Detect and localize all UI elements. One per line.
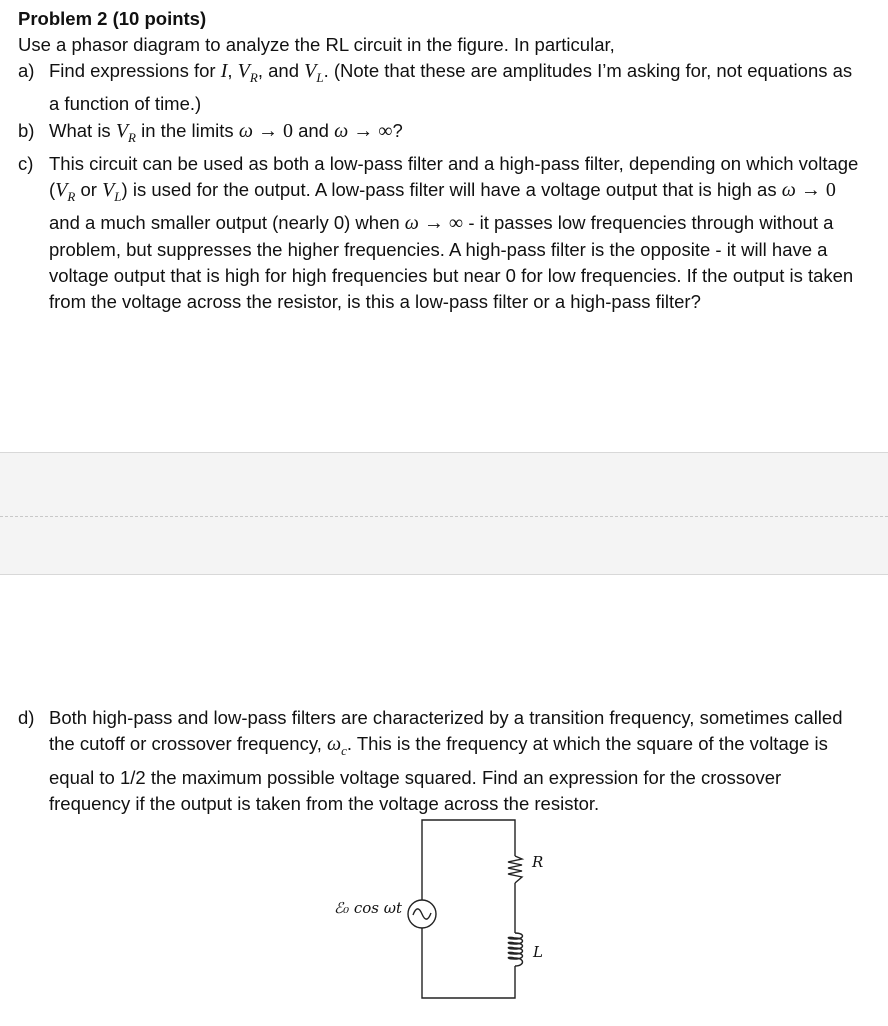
math-V: V xyxy=(102,179,115,202)
question-d-label: d) xyxy=(18,707,35,728)
circuit-wire xyxy=(422,820,515,900)
question-c-text xyxy=(49,151,863,316)
text-b-4: ? xyxy=(392,119,403,141)
text-c-4: and a much smaller output (nearly 0) when xyxy=(49,212,405,234)
math-V: V xyxy=(55,179,68,202)
problem-intro: Use a phasor diagram to analyze the RL circuit in the figure. In particular, xyxy=(18,34,615,55)
math-sub-L: L xyxy=(316,70,324,85)
math-sub-R: R xyxy=(67,189,76,205)
rl-circuit-figure xyxy=(320,812,560,1007)
math-VR xyxy=(115,119,136,145)
math-current-I: I xyxy=(220,60,228,82)
question-a-text xyxy=(49,58,863,118)
text-d-2: . This is the frequency at which the square of the voltage is equal to 1/2 the maximum possible voltage squared. Find an expression for the crossover frequency if the output is taken from the voltage across the resistor. xyxy=(49,733,828,814)
math-omega-to-inf xyxy=(405,212,463,234)
question-a xyxy=(18,58,863,118)
math-arrow-zero: → 0 xyxy=(795,179,836,202)
inductor-coil-symbol xyxy=(508,933,522,966)
text-b-2: in the limits xyxy=(136,119,239,141)
resistor-label: R xyxy=(532,853,544,871)
math-sub-L: L xyxy=(114,189,122,205)
text-a-4: . (Note that these are amplitudes I’m asking for, not equations as a function of time.) xyxy=(49,60,853,115)
math-sub-c: c xyxy=(341,743,347,759)
resistor-symbol xyxy=(508,856,522,883)
math-VR xyxy=(237,60,258,85)
math-sub-R: R xyxy=(128,129,136,145)
source-label: ℰ₀ cos ωt xyxy=(334,899,403,917)
inductor-label: L xyxy=(533,943,543,961)
question-c-label: c) xyxy=(18,152,34,174)
text-c-3: ) is used for the output. A low-pass filter will have a voltage output that is high as xyxy=(121,179,782,201)
problem-title: Problem 2 (10 points) xyxy=(18,8,207,29)
math-omega: ω xyxy=(334,119,349,142)
text-a-1: Find expressions for xyxy=(49,60,221,81)
question-list-d xyxy=(18,705,863,817)
math-omega-to-inf xyxy=(334,120,392,142)
text-a-3: , and xyxy=(257,60,305,81)
math-arrow-inf: → ∞ xyxy=(418,212,464,235)
math-omega: ω xyxy=(326,733,342,756)
text-c-5: - it passes low frequencies through without a problem, but suppresses the higher frequencies. A high-pass filter is the opposite - it will have a voltage output that is high for high frequencies but near 0 for low frequencies. If the output is taken from the voltage across the resistor, is this a low-pass filter or a high-pass filter? xyxy=(49,212,854,313)
question-c xyxy=(18,151,863,316)
math-omega-c xyxy=(326,733,347,759)
question-d xyxy=(18,705,863,817)
math-omega: ω xyxy=(238,119,253,142)
text-b-3: and xyxy=(292,119,335,141)
question-a-label: a) xyxy=(18,60,35,81)
text-a-2: , xyxy=(227,60,238,81)
text-d-1: Both high-pass and low-pass filters are characterized by a transition frequency, sometimes called the cutoff or crossover frequency, xyxy=(49,707,843,755)
page-break-divider xyxy=(0,516,888,517)
ac-source-wave-icon xyxy=(413,909,431,919)
math-omega-to-zero xyxy=(239,120,293,142)
math-V: V xyxy=(237,60,250,82)
math-omega-to-zero xyxy=(782,179,836,201)
question-b-label: b) xyxy=(18,119,35,141)
answer-space-band xyxy=(0,452,888,575)
question-b-text xyxy=(49,118,863,151)
text-c-1: This circuit can be used as both a low-pass filter and a high-pass filter, depending on which voltage ( xyxy=(49,152,859,201)
math-VR xyxy=(55,179,76,205)
math-arrow-inf: → ∞ xyxy=(348,119,393,142)
question-list-abc xyxy=(18,58,863,316)
math-V: V xyxy=(304,60,317,82)
math-V: V xyxy=(115,119,129,142)
math-omega: ω xyxy=(781,179,796,202)
question-b xyxy=(18,118,863,151)
math-VL xyxy=(304,60,324,85)
text-c-2: or xyxy=(75,179,103,201)
question-d-text xyxy=(49,705,863,817)
circuit-wire xyxy=(422,928,515,998)
problem-header xyxy=(18,6,878,58)
math-arrow-zero: → 0 xyxy=(252,119,293,142)
math-VL xyxy=(102,179,122,205)
math-omega: ω xyxy=(404,212,419,235)
text-b-1: What is xyxy=(49,119,116,141)
math-sub-R: R xyxy=(249,70,258,85)
